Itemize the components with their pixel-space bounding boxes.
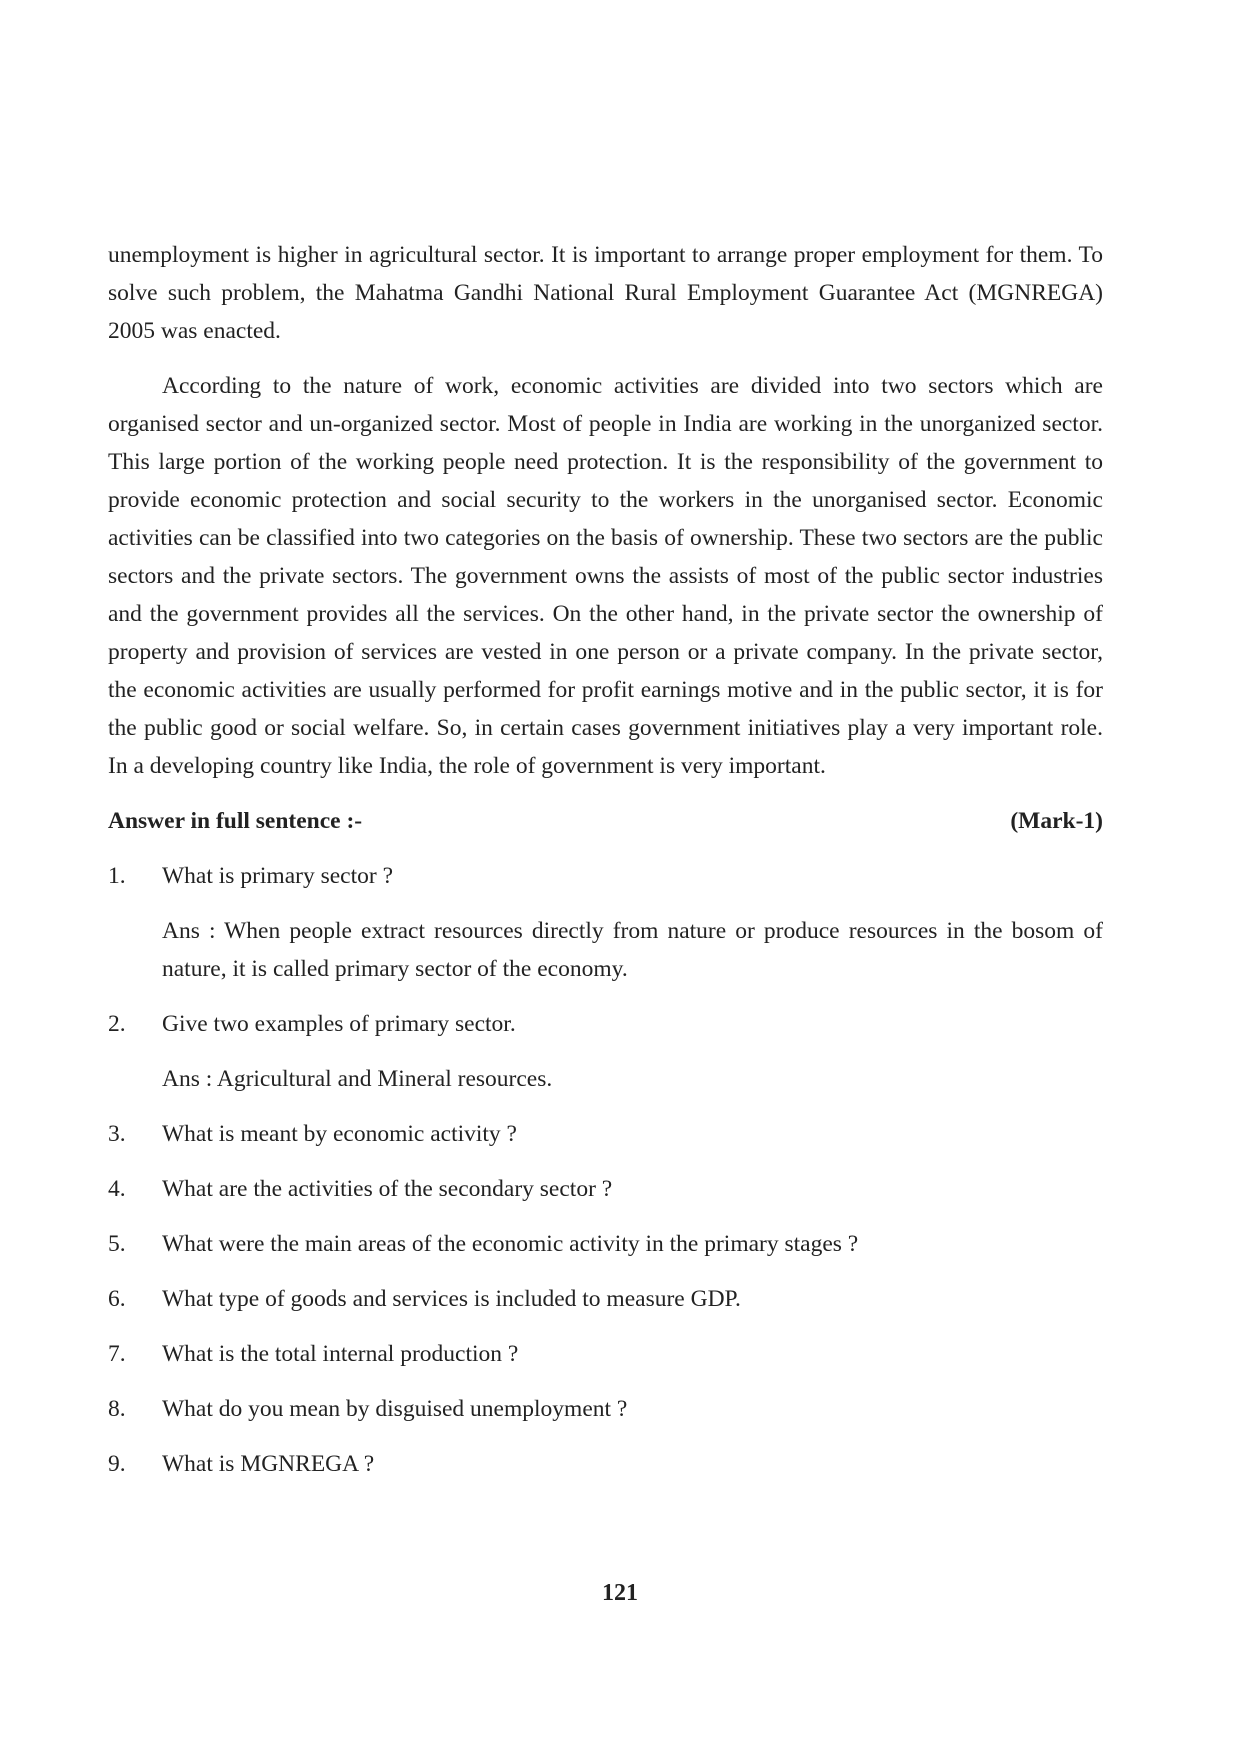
question-item [108,857,1103,988]
question-item [108,1115,1103,1153]
question-number: 4. [108,1176,126,1202]
question-item [108,1280,1103,1318]
question-text: What is meant by economic activity ? [162,1121,517,1147]
question-text: What is the total internal production ? [162,1341,519,1367]
page-number: 121 [602,1580,638,1606]
body-paragraph-1: unemployment is higher in agricultural sector. It is important to arrange proper employment for them. To solve such problem, the Mahatma Gandhi National Rural Employment Guarantee Act (MGNREGA) 2005 was enacted. [108,242,1103,344]
question-number: 1. [108,863,126,889]
question-text: What are the activities of the secondary sector ? [162,1176,613,1202]
question-number: 8. [108,1396,126,1422]
question-number: 6. [108,1286,126,1312]
question-text: What is MGNREGA ? [162,1451,375,1477]
answer-text: Ans : When people extract resources directly from nature or produce resources in the bosom of nature, it is called primary sector of the economy. [162,918,1103,982]
question-number: 9. [108,1451,126,1477]
question-item [108,1445,1103,1483]
question-number: 3. [108,1121,126,1147]
question-item [108,1170,1103,1208]
question-text: What do you mean by disguised unemployment ? [162,1396,628,1422]
section-marks: (Mark-1) [1010,808,1103,834]
question-text: What is primary sector ? [162,863,393,889]
question-text: What type of goods and services is included to measure GDP. [162,1286,741,1312]
section-heading-title: Answer in full sentence :- [108,808,363,834]
answer-text: Ans : Agricultural and Mineral resources. [162,1066,553,1092]
question-number: 7. [108,1341,126,1367]
question-item [108,1225,1103,1263]
section-heading [108,802,1103,840]
question-text: What were the main areas of the economic activity in the primary stages ? [162,1231,859,1257]
question-number: 5. [108,1231,126,1257]
question-item [108,1335,1103,1373]
question-item [108,1005,1103,1098]
page-content [108,236,1103,1500]
question-list [108,857,1103,1483]
body-paragraph-2: According to the nature of work, economic activities are divided into two sectors which are organised sector and un-organized sector. Most of people in India are working in the unorganized sector. This large portion of the working people need protection. It is the responsibility of the government to provide economic protection and social security to the workers in the unorganised sector. Economic activities can be classified into two categories on the basis of ownership. These two sectors are the public sectors and the private sectors. The government owns the assists of most of the public sector industries and the government provides all the services. On the other hand, in the private sector the ownership of property and provision of services are vested in one person or a private company. In the private sector, the economic activities are usually performed for profit earnings motive and in the public sector, it is for the public good or social welfare. So, in certain cases government initiatives play a very important role. In a developing country like India, the role of government is very important. [108,373,1103,779]
question-text: Give two examples of primary sector. [162,1011,516,1037]
question-item [108,1390,1103,1428]
question-number: 2. [108,1011,126,1037]
